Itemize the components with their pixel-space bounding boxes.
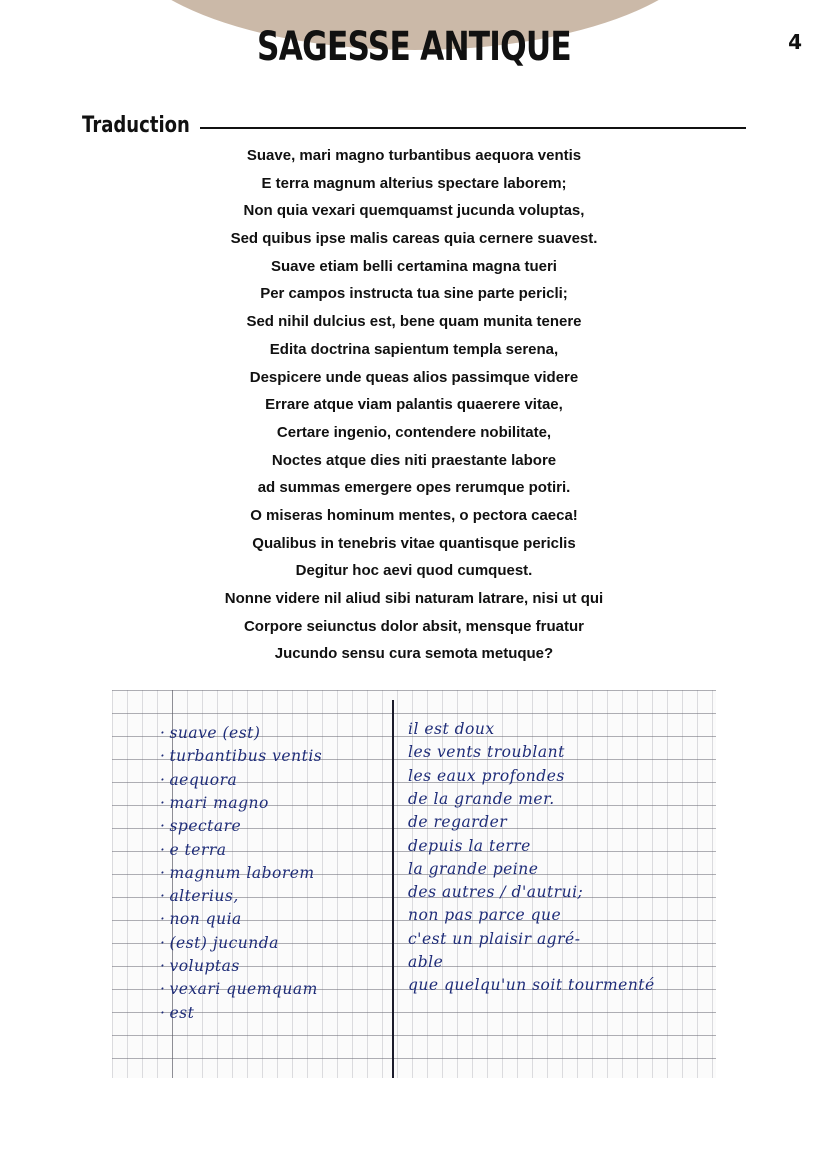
note-latin-term: · turbantibus ventis [160, 747, 322, 765]
note-latin-term: · spectare [160, 817, 241, 835]
note-latin-term: · e terra [160, 841, 227, 859]
page-number: 4 [788, 30, 802, 54]
poem-line: Edita doctrina sapientum templa serena, [269, 340, 559, 358]
note-french-translation: les eaux profondes [408, 766, 565, 785]
poem-line: Nonne videre nil aliud sibi naturam latrare, nisi ut qui [224, 590, 604, 607]
poem-line: Certare ingenio, contendere nobilitate, [276, 423, 552, 441]
note-latin-term: · (est) jucunda [160, 934, 279, 952]
poem-line: Sed nihil dulcius est, bene quam munita tenere [246, 313, 582, 331]
note-latin-term: · voluptas [160, 957, 240, 975]
handwritten-notes-photo [112, 690, 716, 1078]
section-header [82, 113, 746, 138]
note-latin-term: · mari magno [160, 794, 269, 812]
poem-line: Sed quibus ipse malis careas quia cernere suavest. [230, 230, 598, 248]
note-latin-term: · suave (est) [160, 724, 260, 742]
page-title: SAGESSE ANTIQUE [257, 24, 571, 70]
note-french-translation: de regarder [408, 813, 508, 832]
note-latin-term: · magnum laborem [160, 864, 315, 882]
note-latin-term: · est [160, 1004, 194, 1022]
section-divider [200, 127, 746, 129]
poem-line: Despicere unde queas alios passimque videre [249, 368, 579, 386]
note-french-translation: il est doux [408, 720, 495, 738]
poem-line: Errare atque viam palantis quaerere vitae, [265, 396, 563, 414]
section-title: Traduction [82, 113, 190, 138]
note-french-translation: depuis la terre [408, 836, 531, 855]
poem-line: Noctes atque dies niti praestante labore [271, 451, 557, 469]
note-french-translation: de la grande mer. [408, 789, 555, 808]
poem-line: Non quia vexari quemquamst jucunda voluptas, [243, 202, 585, 220]
poem-line: ad summas emergere opes rerumque potiri. [257, 479, 571, 497]
poem-line: Degitur hoc aevi quod cumquest. [295, 562, 533, 580]
note-french-translation: que quelqu'un soit tourmenté [408, 976, 655, 995]
poem-line: Jucundo sensu cura semota metuque? [274, 645, 554, 663]
poem-line: Suave, mari magno turbantibus aequora ventis [246, 147, 582, 164]
note-latin-term: · alterius, [160, 887, 239, 905]
note-french-translation: able [408, 953, 444, 971]
note-latin-term: · vexari quemquam [160, 980, 318, 998]
note-latin-term: · non quia [160, 910, 242, 928]
note-latin-term: · aequora [160, 771, 237, 789]
note-french-translation: des autres / d'autrui; [408, 883, 584, 902]
note-french-translation: c'est un plaisir agré- [408, 929, 581, 948]
poem-line: Per campos instructa tua sine parte pericli; [260, 285, 568, 303]
latin-poem [60, 144, 768, 670]
poem-line: Suave etiam belli certamina magna tueri [271, 257, 557, 275]
poem-line: O miseras hominum mentes, o pectora caeca! [250, 506, 578, 524]
poem-line: Qualibus in tenebris vitae quantisque periclis [252, 534, 576, 552]
note-french-translation: la grande peine [408, 859, 539, 878]
poem-line: E terra magnum alterius spectare laborem; [261, 174, 567, 192]
note-french-translation: non pas parce que [408, 906, 562, 925]
poem-line: Corpore seiunctus dolor absit, mensque fruatur [243, 617, 585, 635]
notebook-column-divider [392, 700, 394, 1078]
note-french-translation: les vents troublant [408, 743, 565, 762]
